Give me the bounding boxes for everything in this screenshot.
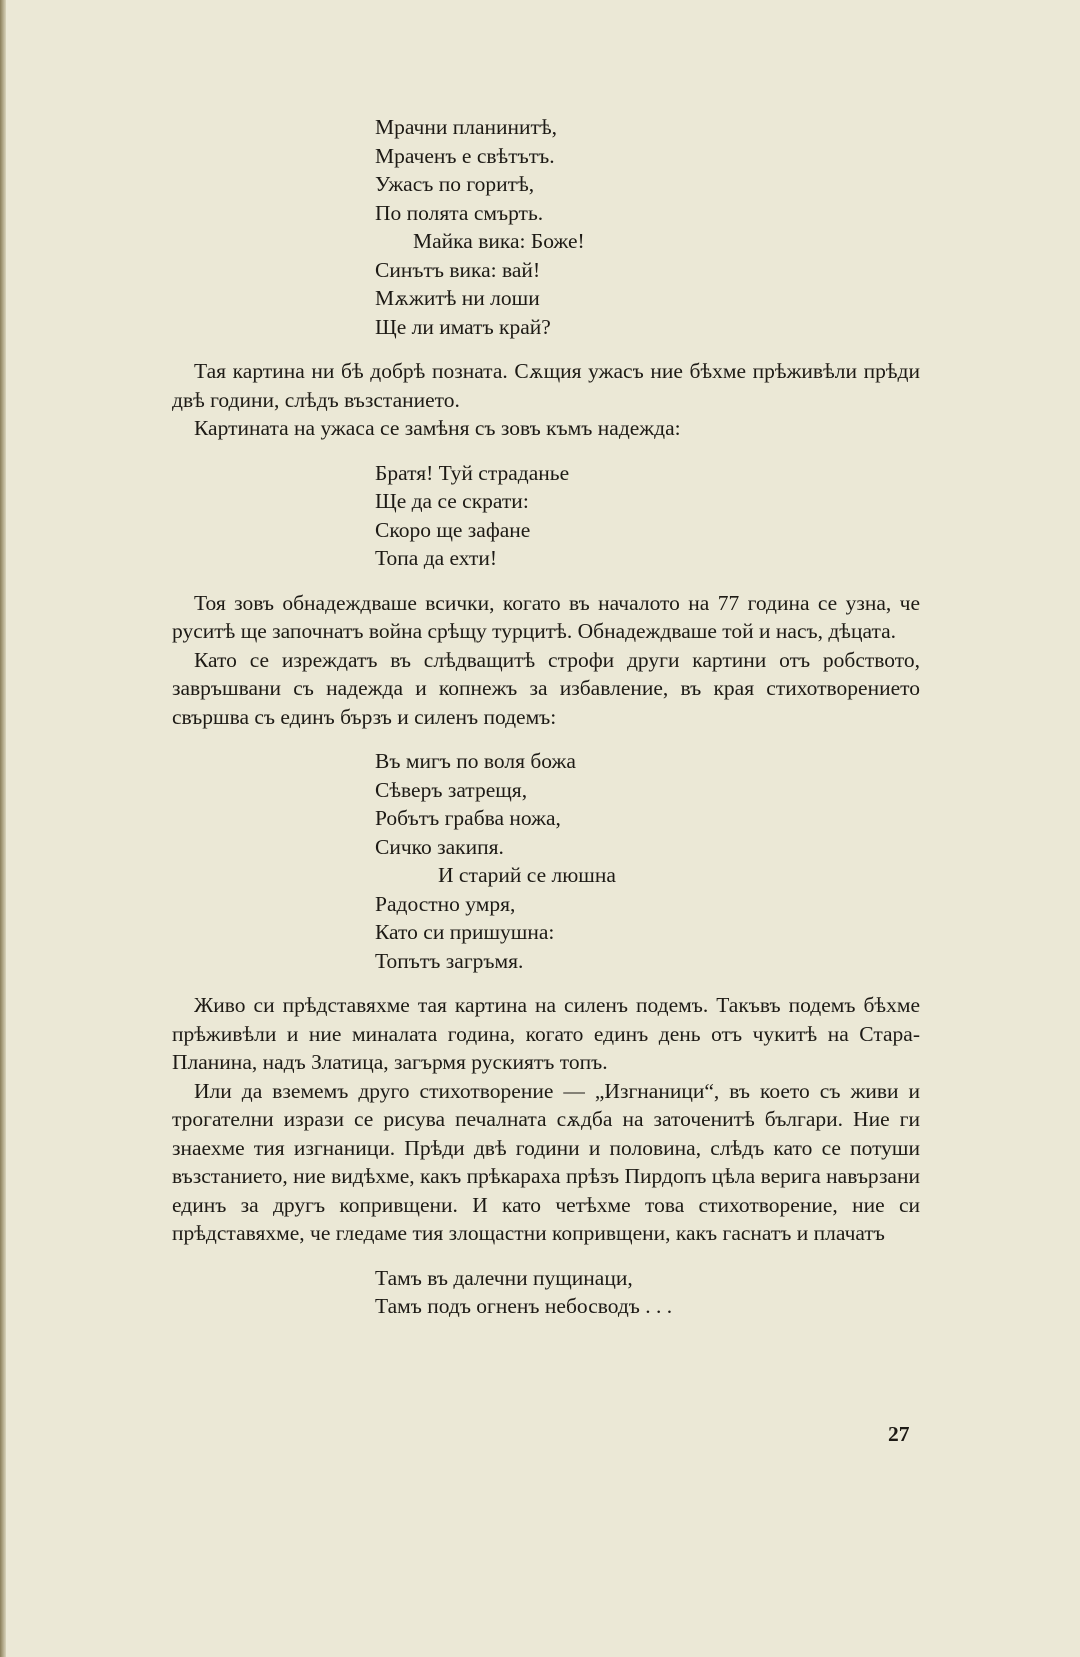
poem-line: Сѣверъ затрещя, bbox=[375, 777, 528, 802]
poem-line: Мрачни планинитѣ, bbox=[375, 115, 557, 139]
poem-line: И старий се люшна bbox=[438, 863, 616, 887]
poem-line: Топътъ загръмя. bbox=[375, 948, 524, 973]
poem-line: Скоро ще зафане bbox=[375, 517, 531, 542]
poem-line: Топа да ехти! bbox=[375, 546, 498, 570]
poem-line: Тамъ подъ огненъ небосводъ . . . bbox=[375, 1294, 673, 1318]
poem-line: Майка вика: Боже! bbox=[413, 229, 585, 253]
paragraph-5: Живо си прѣдставяхме тая картина на силенъ подемъ. Такъвъ подемъ бѣхме прѣживѣли и ние миналата година, когато единъ день отъ чукитѣ на Стара-Планина, надъ Златица, загърмя рускиятъ топъ. bbox=[172, 993, 920, 1074]
poem-line: Ужасъ по горитѣ, bbox=[375, 172, 535, 196]
poem-line: Мраченъ е свѣтътъ. bbox=[375, 143, 555, 168]
poem-line: Мѫжитѣ ни лоши bbox=[375, 286, 540, 310]
poem-line: Ще ли иматъ край? bbox=[375, 314, 551, 339]
page-number: 27 bbox=[888, 1422, 910, 1446]
paragraph-4: Като се изреждатъ въ слѣдващитѣ строфи други картини отъ робството, завръшвани съ надежда и копнежъ за избавление, въ края стихотворението свършва съ единъ бързъ и силенъ подемъ: bbox=[172, 647, 920, 729]
poem-line: Като си пришушна: bbox=[375, 920, 555, 944]
poem-line: Сичко закипя. bbox=[375, 834, 504, 859]
poem-line: Братя! Туй страданье bbox=[375, 460, 570, 485]
poem-line: Радостно умря, bbox=[375, 891, 516, 916]
poem-line: Въ мигъ по воля божа bbox=[375, 749, 576, 773]
poem-stanza-3 bbox=[375, 747, 920, 975]
page-text bbox=[172, 113, 920, 1337]
paragraph-2: Картината на ужаса се замѣня съ зовъ къмъ надежда: bbox=[194, 416, 681, 440]
poem-stanza-1 bbox=[375, 113, 920, 341]
poem-line: Ще да се скрати: bbox=[375, 489, 529, 513]
poem-line: Синътъ вика: вай! bbox=[375, 257, 541, 282]
poem-stanza-4 bbox=[375, 1264, 920, 1321]
paragraph-3: Тоя зовъ обнадеждваше всички, когато въ началото на 77 година се узна, че руситѣ ще започнатъ война срѣщу турцитѣ. Обнадеждваше той и насъ, дѣцата. bbox=[172, 590, 920, 643]
page-binding-edge bbox=[0, 0, 6, 1657]
poem-stanza-2 bbox=[375, 459, 920, 573]
poem-line: Тамъ въ далечни пущинаци, bbox=[375, 1265, 633, 1290]
poem-line: Робътъ грабва ножа, bbox=[375, 806, 561, 830]
paragraph-6: Или да вземемъ друго стихотворение — „Изгнаници“, въ което съ живи и трогателни изрази се рисува печалната сѫдба на заточенитѣ българи. Ние ги знаехме тия изгнаници. Прѣди двѣ години и половина, слѣдъ като се потуши възстанието, ние видѣхме, какъ прѣкараха прѣзъ Пирдопъ цѣла верига навързани единъ за другъ копривщени. И като четѣхме това стихотворение, ние си прѣдставяхме, че гледаме тия злощастни копривщени, какъ гаснатъ и плачатъ bbox=[172, 1078, 920, 1245]
paragraph-1: Тая картина ни бѣ добрѣ позната. Сѫщия ужасъ ние бѣхме прѣживѣли прѣди двѣ години, слѣдъ възстанието. bbox=[172, 359, 920, 412]
poem-line: По полята смърть. bbox=[375, 200, 544, 225]
